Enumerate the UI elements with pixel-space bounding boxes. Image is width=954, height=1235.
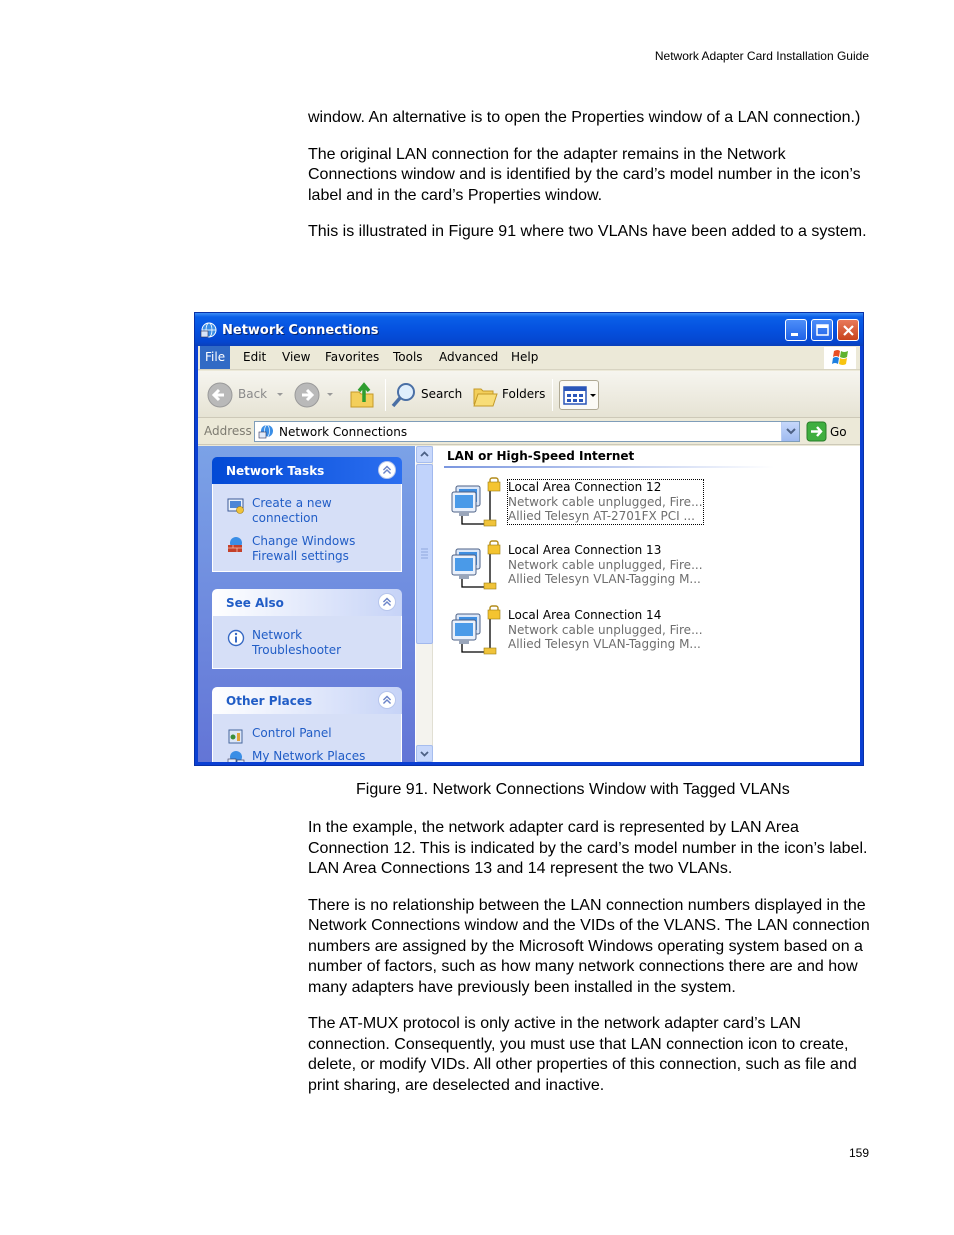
firewall-icon <box>227 535 245 553</box>
collapse-chevron-icon[interactable] <box>378 461 396 479</box>
connection-device: Allied Telesyn VLAN-Tagging M... <box>508 637 701 651</box>
running-header: Network Adapter Card Installation Guide <box>654 49 869 63</box>
views-button[interactable] <box>559 380 599 410</box>
connection-label <box>508 608 703 652</box>
collapse-chevron-icon[interactable] <box>378 593 396 611</box>
network-connections-window <box>194 312 864 766</box>
back-arrow-icon <box>206 380 236 410</box>
menu-help[interactable]: Help <box>511 350 539 364</box>
body-text-bottom <box>308 818 878 1096</box>
menu-advanced[interactable]: Advanced <box>439 350 499 364</box>
address-label: Address <box>204 424 252 438</box>
see-also-body <box>212 616 402 669</box>
views-icon <box>560 381 600 411</box>
menu-view[interactable]: View <box>282 350 311 364</box>
content-pane <box>415 446 860 762</box>
paragraph: The AT-MUX protocol is only active in the network adapter card’s LAN connection. Consequently, you must use that LAN connection icon to create, delete, or modify VIDs. All other properties of this connection, such as file and print sharing, are deselected and inactive. <box>308 1015 857 1094</box>
title-bar[interactable] <box>195 313 863 346</box>
address-value: Network Connections <box>279 425 408 439</box>
up-folder-icon <box>348 380 378 410</box>
lan-connection-icon <box>450 539 506 593</box>
panel-title: See Also <box>226 596 284 610</box>
folders-button[interactable] <box>471 380 547 410</box>
task-label: Change Windows Firewall settings <box>252 534 356 563</box>
connection-name: Local Area Connection 13 <box>508 543 662 557</box>
scroll-thumb[interactable] <box>416 464 433 644</box>
menu-bar <box>198 346 860 370</box>
connection-item[interactable] <box>450 476 703 531</box>
connection-device: Allied Telesyn AT-2701FX PCI ... <box>508 509 695 523</box>
up-folder-button[interactable] <box>348 380 378 410</box>
back-dropdown-icon[interactable] <box>276 380 284 410</box>
address-dropdown-button[interactable] <box>781 422 799 441</box>
other-places-panel <box>212 687 402 762</box>
paragraph: This is illustrated in Figure 91 where two VLANs have been added to a system. <box>308 223 867 240</box>
minimize-button[interactable] <box>785 319 807 341</box>
forward-arrow-icon <box>293 380 323 410</box>
see-also-header[interactable] <box>212 589 402 616</box>
scroll-up-button[interactable] <box>416 446 433 463</box>
connection-label <box>508 480 703 524</box>
connection-status: Network cable unplugged, Fire... <box>508 622 703 637</box>
forward-dropdown-icon[interactable] <box>326 380 334 410</box>
menu-favorites[interactable]: Favorites <box>325 350 380 364</box>
paragraph: In the example, the network adapter card is represented by LAN Area Connection 12. This is indicated by the card’s model number in the icon’s label. LAN Area Connections 13 and 14 represent the two VLANs. <box>308 819 868 877</box>
menu-tools[interactable]: Tools <box>393 350 423 364</box>
menu-file[interactable]: File <box>200 346 230 369</box>
chevron-down-icon <box>417 746 432 761</box>
search-label: Search <box>421 387 463 401</box>
task-label: My Network Places <box>252 749 366 762</box>
folders-label: Folders <box>502 387 546 401</box>
collapse-chevron-icon[interactable] <box>378 691 396 709</box>
scroll-down-button[interactable] <box>416 745 433 762</box>
window-client <box>198 346 860 762</box>
network-tasks-header[interactable] <box>212 457 402 484</box>
paragraph: There is no relationship between the LAN connection numbers displayed in the Network Connections window and the VIDs of the VLANS. The LAN connection numbers are assigned by the Microsoft Windows operating system based on a number of factors, such as how many network connections there are and how many adapters have previously been installed in the system. <box>308 896 870 996</box>
close-icon <box>838 320 860 342</box>
search-icon <box>390 380 420 410</box>
see-also-panel <box>212 589 402 669</box>
chevron-down-icon <box>782 422 800 441</box>
back-button[interactable] <box>206 380 286 410</box>
network-connections-icon <box>200 321 218 339</box>
maximize-icon <box>812 320 834 342</box>
network-connections-icon <box>258 424 275 440</box>
panel-title: Network Tasks <box>226 464 325 478</box>
task-label: Create a new connection <box>252 496 332 525</box>
network-tasks-panel <box>212 457 402 572</box>
chevron-up-icon <box>417 447 432 462</box>
connection-item[interactable] <box>450 604 703 659</box>
connection-status: Network cable unplugged, Fire... <box>508 557 703 572</box>
figure-caption: Figure 91. Network Connections Window with Tagged VLANs <box>356 781 790 798</box>
minimize-icon <box>786 320 808 342</box>
lan-connection-icon <box>450 604 506 658</box>
standard-toolbar <box>198 371 860 418</box>
windows-logo-icon <box>824 347 856 369</box>
menu-edit[interactable]: Edit <box>243 350 267 364</box>
window-title: Network Connections <box>222 323 379 338</box>
body-text-top <box>308 108 878 243</box>
paragraph: window. An alternative is to open the Properties window of a LAN connection.) <box>308 109 861 126</box>
new-connection-icon <box>227 497 245 515</box>
panel-title: Other Places <box>226 694 313 708</box>
grip-icon <box>417 465 432 643</box>
connection-device: Allied Telesyn VLAN-Tagging M... <box>508 572 701 586</box>
forward-button[interactable] <box>293 380 337 410</box>
connection-name: Local Area Connection 12 <box>508 480 662 494</box>
go-label: Go <box>830 425 847 439</box>
info-icon <box>227 629 245 647</box>
other-places-body <box>212 714 402 762</box>
task-label: Control Panel <box>252 726 332 740</box>
other-places-header[interactable] <box>212 687 402 714</box>
lan-connection-icon <box>450 476 506 530</box>
network-tasks-body <box>212 484 402 572</box>
paragraph: The original LAN connection for the adapter remains in the Network Connections window and is identified by the card’s model number in the icon’s label and in the card’s Properties window. <box>308 145 861 204</box>
toolbar-separator <box>552 379 553 411</box>
connection-label <box>508 543 703 587</box>
vertical-scrollbar[interactable] <box>416 446 433 762</box>
task-label: Network Troubleshooter <box>252 628 342 657</box>
group-divider <box>444 466 774 468</box>
search-button[interactable] <box>390 380 466 410</box>
back-label: Back <box>238 387 268 401</box>
folders-icon <box>471 380 501 410</box>
connection-item[interactable] <box>450 539 703 594</box>
go-button[interactable] <box>806 421 856 442</box>
maximize-button[interactable] <box>811 319 833 341</box>
close-button[interactable] <box>837 319 859 341</box>
address-bar <box>198 418 860 445</box>
connection-name: Local Area Connection 14 <box>508 608 662 622</box>
connection-status: Network cable unplugged, Fire... <box>508 494 703 509</box>
task-pane <box>198 446 415 762</box>
control-panel-icon <box>227 727 245 745</box>
address-input[interactable] <box>254 421 800 442</box>
group-header: LAN or High-Speed Internet <box>447 449 635 463</box>
toolbar-separator <box>385 379 386 411</box>
network-places-icon <box>227 750 245 762</box>
page-number: 159 <box>848 1146 869 1160</box>
go-arrow-icon <box>806 421 827 442</box>
